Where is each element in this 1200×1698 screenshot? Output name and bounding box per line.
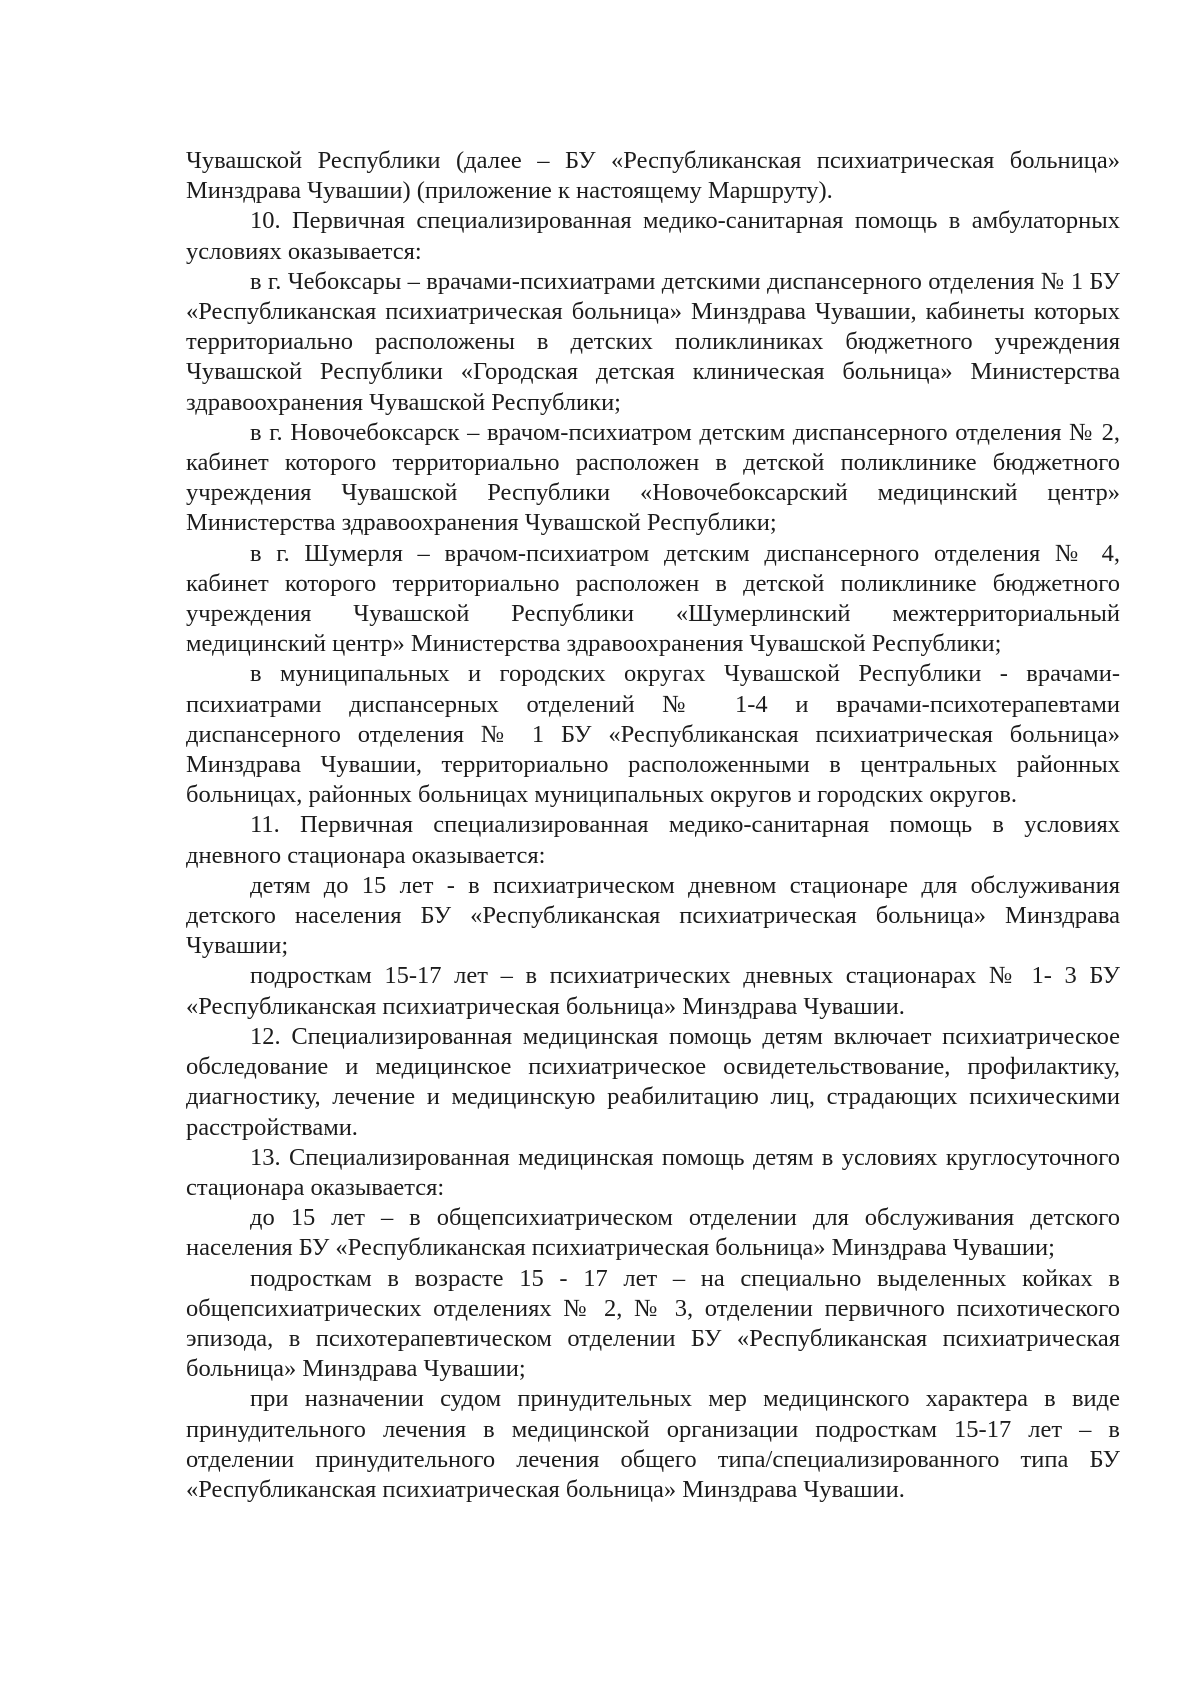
paragraph-children-under-15-day: детям до 15 лет - в психиатрическом дневном стационаре для обслуживания детского населения БУ «Республиканская психиатрическая больница» Минздрава Чувашии; xyxy=(186,871,1120,960)
paragraph-item-13: 13. Специализированная медицинская помощь детям в условиях круглосуточного стационара оказывается: xyxy=(186,1143,1120,1201)
document-body xyxy=(186,146,1120,1505)
paragraph-teens-inpatient: подросткам в возрасте 15 - 17 лет – на специально выделенных койках в общепсихиатрических отделениях № 2, № 3, отделении первичного психотического эпизода, в психотерапевтическом отделении БУ «Республиканская психиатрическая больница» Минздрава Чувашии; xyxy=(186,1264,1120,1383)
paragraph-shumerlya: в г. Шумерля – врачом-психиатром детским диспансерного отделения № 4, кабинет которого территориально расположен в детской поликлинике бюджетного учреждения Чувашской Республики «Шумерлинский межтерриториальный медицинский центр» Министерства здравоохранения Чувашской Республики; xyxy=(186,539,1120,658)
paragraph-cheboksary: в г. Чебоксары – врачами-психиатрами детскими диспансерного отделения № 1 БУ «Республиканская психиатрическая больница» Минздрава Чувашии, кабинеты которых территориально расположены в детских поликлиниках бюджетного учреждения Чувашской Республики «Городская детская клиническая больница» Министерства здравоохранения Чувашской Республики; xyxy=(186,267,1120,416)
paragraph-novocheboksarsk: в г. Новочебоксарск – врачом-психиатром детским диспансерного отделения № 2, кабинет которого территориально расположен в детской поликлинике бюджетного учреждения Чувашской Республики «Новочебоксарский медицинский центр» Министерства здравоохранения Чувашской Республики; xyxy=(186,418,1120,537)
paragraph-item-11: 11. Первичная специализированная медико-санитарная помощь в условиях дневного стационара оказывается: xyxy=(186,811,1120,869)
paragraph-teens-day: подросткам 15-17 лет – в психиатрических дневных стационарах № 1- 3 БУ «Республиканская психиатрическая больница» Минздрава Чувашии. xyxy=(186,962,1120,1020)
paragraph-continuation: Чувашской Республики (далее – БУ «Республиканская психиатрическая больница» Минздрава Чувашии) (приложение к настоящему Маршруту). xyxy=(186,147,1120,205)
paragraph-municipal-districts: в муниципальных и городских округах Чувашской Республики - врачами-психиатрами диспансерных отделений № 1-4 и врачами-психотерапевтами диспансерного отделения № 1 БУ «Республиканская психиатрическая больница» Минздрава Чувашии, территориально расположенными в центральных районных больницах, районных больницах муниципальных округов и городских округов. xyxy=(186,660,1120,809)
paragraph-compulsory-treatment: при назначении судом принудительных мер медицинского характера в виде принудительного лечения в медицинской организации подросткам 15-17 лет – в отделении принудительного лечения общего типа/специализированного типа БУ «Республиканская психиатрическая больница» Минздрава Чувашии. xyxy=(186,1385,1120,1503)
paragraph-under-15-inpatient: до 15 лет – в общепсихиатрическом отделении для обслуживания детского населения БУ «Республиканская психиатрическая больница» Минздрава Чувашии; xyxy=(186,1204,1120,1262)
paragraph-item-10: 10. Первичная специализированная медико-санитарная помощь в амбулаторных условиях оказывается: xyxy=(186,207,1120,265)
paragraph-item-12: 12. Специализированная медицинская помощь детям включает психиатрическое обследование и медицинское психиатрическое освидетельствование, профилактику, диагностику, лечение и медицинскую реабилитацию лиц, страдающих психическими расстройствами. xyxy=(186,1022,1120,1141)
